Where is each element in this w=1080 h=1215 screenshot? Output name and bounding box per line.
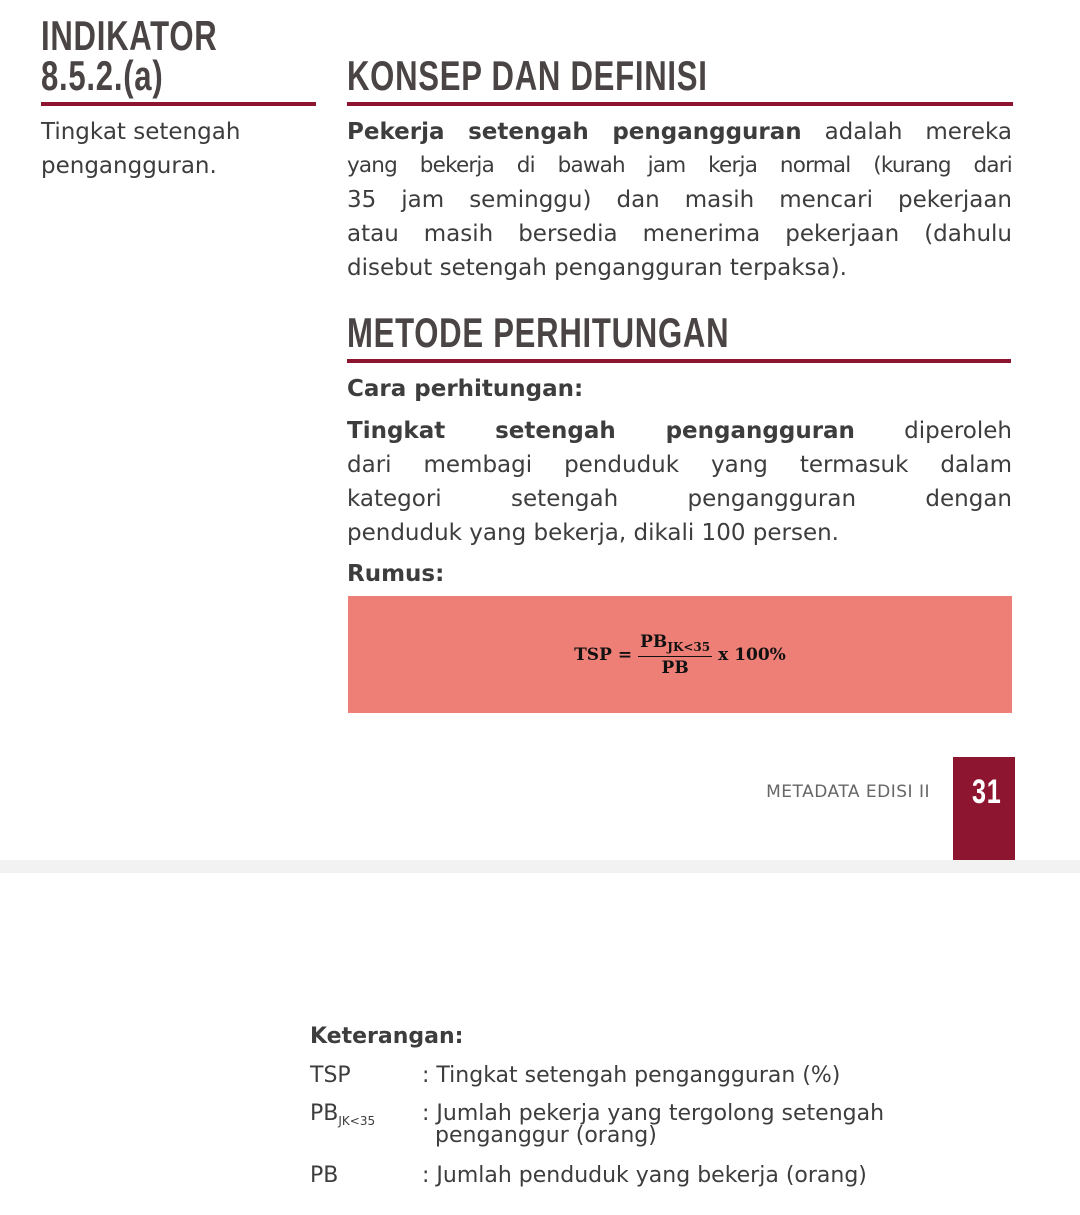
konsep-line: atau masih bersedia menerima pekerjaan (dahulu — [347, 221, 1012, 247]
indikator-text-line1: Tingkat setengah — [41, 119, 241, 145]
konsep-heading: KONSEP DAN DEFINISI — [347, 52, 708, 99]
konsep-line: Pekerja setengah pengangguran adalah mereka — [347, 119, 1012, 145]
formula — [348, 596, 1012, 713]
metode-line: kategori setengah pengangguran dengan — [347, 486, 1012, 512]
keterangan-title: Keterangan: — [310, 1024, 464, 1049]
cara-perhitungan-label: Cara perhitungan: — [347, 376, 584, 402]
indikator-heading — [41, 12, 218, 99]
edition-label: METADATA EDISI II — [766, 782, 930, 802]
keterangan-term: TSP — [310, 1063, 351, 1088]
indikator-text-line2: pengangguran. — [41, 153, 217, 179]
page-separator — [0, 860, 1080, 873]
indikator-text — [41, 115, 240, 183]
keterangan-term: $PB_{JK<35}$ — [310, 1101, 376, 1128]
indikator-heading-line1: INDIKATOR — [41, 12, 218, 59]
keterangan-desc: : Tingkat setengah pengangguran (%) — [422, 1063, 841, 1088]
konsep-paragraph — [347, 115, 1012, 285]
konsep-rule — [347, 102, 1013, 106]
rumus-label: Rumus: — [347, 561, 445, 587]
metode-heading: METODE PERHITUNGAN — [347, 309, 730, 356]
page-number: 31 — [972, 773, 1002, 811]
konsep-line: 35 jam seminggu) dan masih mencari pekerjaan — [347, 187, 1012, 213]
formula-fraction — [638, 632, 712, 678]
formula-equals: = — [617, 644, 633, 665]
keterangan-desc: : Jumlah penduduk yang bekerja (orang) — [422, 1163, 867, 1188]
keterangan-desc: : Jumlah pekerja yang tergolong setengah — [422, 1101, 885, 1126]
indikator-rule — [41, 102, 316, 106]
formula-lhs: TSP — [574, 644, 612, 665]
formula-denominator: PB — [661, 657, 689, 678]
metode-paragraph — [347, 414, 1012, 550]
konsep-line: disebut setengah pengangguran terpaksa). — [347, 255, 847, 281]
formula-numerator: $PB_{JK<35}$ — [638, 632, 712, 657]
formula-box — [348, 596, 1012, 713]
metode-rule — [347, 359, 1011, 363]
metode-line: penduduk yang bekerja, dikali 100 persen. — [347, 520, 839, 546]
formula-multiplier: x 100% — [718, 644, 786, 665]
keterangan-term: PB — [310, 1163, 339, 1188]
keterangan-desc-cont: penganggur (orang) — [435, 1123, 657, 1148]
indikator-heading-line2: 8.5.2.(a) — [41, 52, 164, 99]
metode-line: Tingkat setengah pengangguran diperoleh — [347, 418, 1012, 444]
metode-line: dari membagi penduduk yang termasuk dalam — [347, 452, 1012, 478]
page-number-tab — [953, 757, 1015, 860]
konsep-line: yang bekerja di bawah jam kerja normal (kurang dari — [347, 153, 1012, 178]
